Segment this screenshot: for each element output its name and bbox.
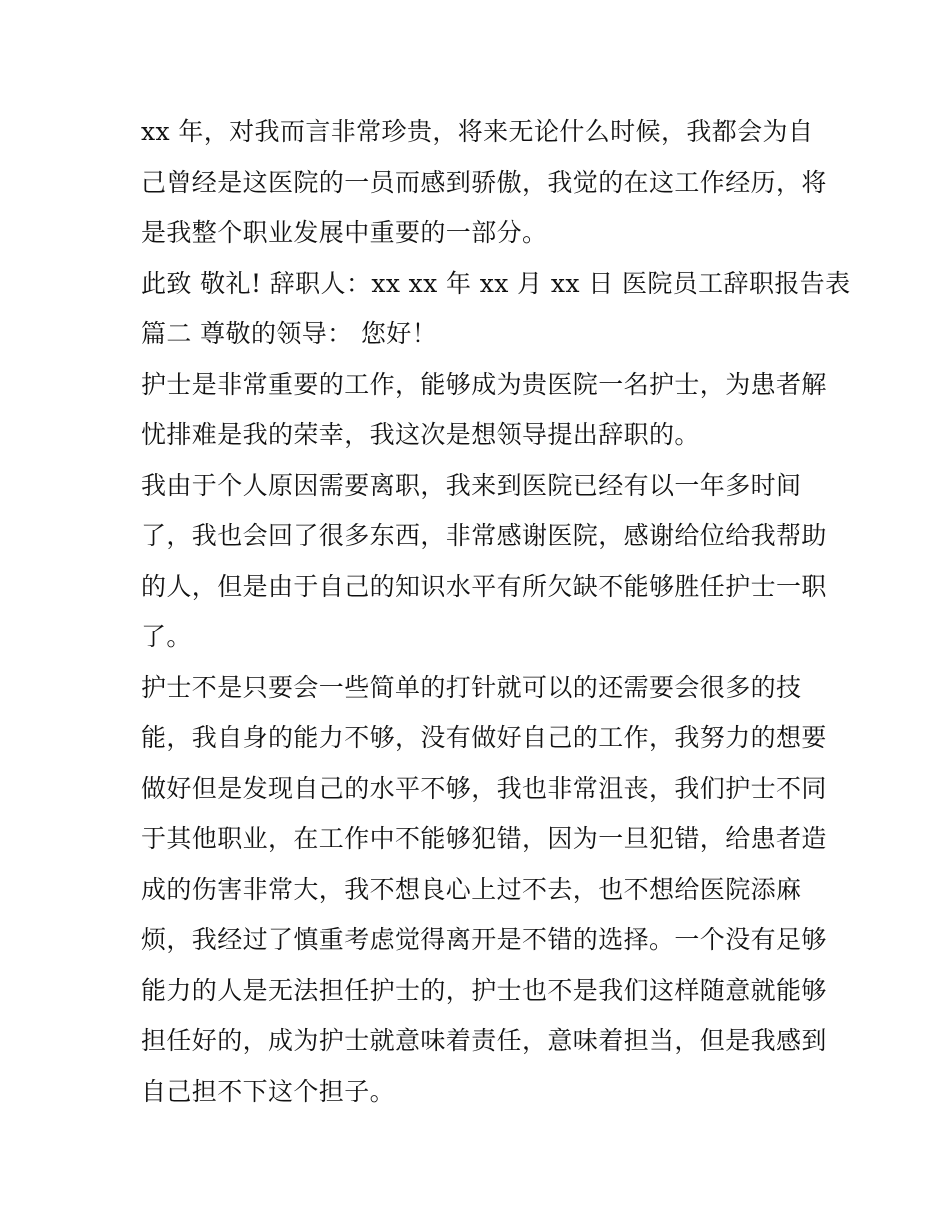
text-line: 能力的人是无法担任护士的，护士也不是我们这样随意就能够 (141, 975, 827, 1005)
text-line: 担任好的，成为护士就意味着责任，意味着担当，但是我感到 (141, 1026, 827, 1055)
text-line: 了。 (141, 622, 192, 651)
text-line: 做好但是发现自己的水平不够，我也非常沮丧，我们护士不同 (141, 773, 827, 803)
text-line: 我由于个人原因需要离职，我来到医院已经有以一年多时间 (141, 470, 802, 500)
text-line: 篇二 尊敬的领导： 您好！ (141, 319, 438, 348)
text-line: 护士是非常重要的工作，能够成为贵医院一名护士，为患者解 (141, 369, 827, 399)
text-line: 能，我自身的能力不够，没有做好自己的工作，我努力的想要 (141, 723, 827, 752)
text-line: 是我整个职业发展中重要的一部分。 (141, 218, 548, 247)
text-line: xx 年，对我而言非常珍贵，将来无论什么时候，我都会为自 (141, 117, 814, 146)
text-line: 己曾经是这医院的一员而感到骄傲，我觉的在这工作经历，将 (141, 167, 827, 197)
document-body (141, 107, 851, 1117)
text-line: 忧排难是我的荣幸，我这次是想领导提出辞职的。 (141, 420, 700, 449)
text-line: 此致 敬礼! 辞职人：xx xx 年 xx 月 xx 日 医院员工辞职报告表 (141, 268, 851, 298)
text-line: 了，我也会回了很多东西，非常感谢医院，感谢给位给我帮助 (141, 521, 827, 550)
text-line: 成的伤害非常大，我不想良心上过不去，也不想给医院添麻 (141, 874, 802, 904)
text-line: 的人，但是由于自己的知识水平有所欠缺不能够胜任护士一职 (141, 571, 827, 601)
text-line: 自己担不下这个担子。 (141, 1076, 396, 1106)
text-line: 于其他职业，在工作中不能够犯错，因为一旦犯错，给患者造 (141, 824, 827, 853)
text-line: 烦，我经过了慎重考虑觉得离开是不错的选择。一个没有足够 (141, 925, 827, 954)
text-line: 护士不是只要会一些简单的打针就可以的还需要会很多的技 (141, 672, 802, 702)
